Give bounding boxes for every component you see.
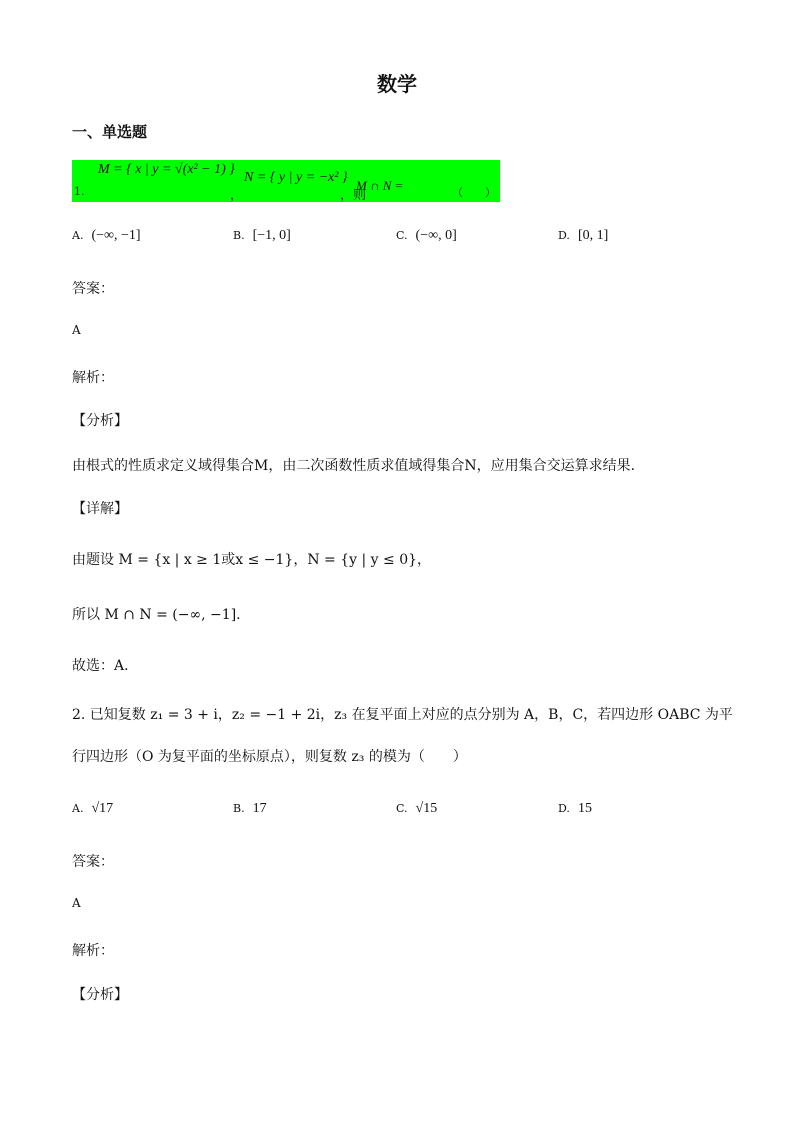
question-2-stem-line-1: 2. 已知复数 z₁ = 3 + i，z₂ = −1 + 2i，z₃ 在复平面上对应的点分别为 A，B，C，若四边形 OABC 为平 xyxy=(72,707,733,723)
comma: ， xyxy=(230,188,244,203)
q1-solution-line-1: 由题设 M = {x | x ≥ 1或x ≤ −1}，N = {y | y ≤ 0}， xyxy=(72,552,432,568)
answer-parentheses: （ ） xyxy=(452,186,496,199)
q1-fenxi-text: 由根式的性质求定义域得集合M，由二次函数性质求值域得集合N，应用集合交运算求结果. xyxy=(72,458,636,474)
q1-answer-label: 答案： xyxy=(72,281,114,297)
question-1-number: 1. xyxy=(74,185,85,198)
q1-option-b: B. [−1, 0] xyxy=(233,228,291,243)
set-n-definition: N = { y | y = −x² } xyxy=(244,170,348,185)
q1-option-d: D. [0, 1] xyxy=(558,228,609,243)
section-heading: 一、单选题 xyxy=(72,123,148,141)
then-text: ，则 xyxy=(340,188,367,203)
q2-analysis-label: 解析： xyxy=(72,943,114,959)
q1-option-a: A. (−∞, −1] xyxy=(72,228,141,243)
set-m-definition: M = { x | y = √(x² − 1) } xyxy=(98,162,235,177)
q2-option-d: D. 15 xyxy=(558,801,592,816)
intersection-expression: M ∩ N = xyxy=(356,178,404,193)
q1-option-c: C. (−∞, 0] xyxy=(396,228,457,243)
q2-answer-label: 答案： xyxy=(72,854,114,870)
q2-answer: A xyxy=(72,896,81,910)
q2-fenxi-heading: 【分析】 xyxy=(72,987,128,1003)
q2-option-c: C. √15 xyxy=(396,801,438,816)
page-title: 数学 xyxy=(377,72,417,96)
q1-fenxi-heading: 【分析】 xyxy=(72,413,128,429)
question-2-stem-line-2: 行四边形（O 为复平面的坐标原点），则复数 z₃ 的模为（ ） xyxy=(72,749,467,765)
q1-solution-line-2: 所以 M ∩ N = (−∞, −1]. xyxy=(72,607,241,623)
q2-option-b: B. 17 xyxy=(233,801,267,816)
q1-solution-line-3: 故选：A. xyxy=(72,658,129,674)
q1-xiangjie-heading: 【详解】 xyxy=(72,501,128,517)
q1-analysis-label: 解析： xyxy=(72,370,114,386)
q1-answer: A xyxy=(72,323,81,337)
q2-option-a: A. √17 xyxy=(72,801,114,816)
